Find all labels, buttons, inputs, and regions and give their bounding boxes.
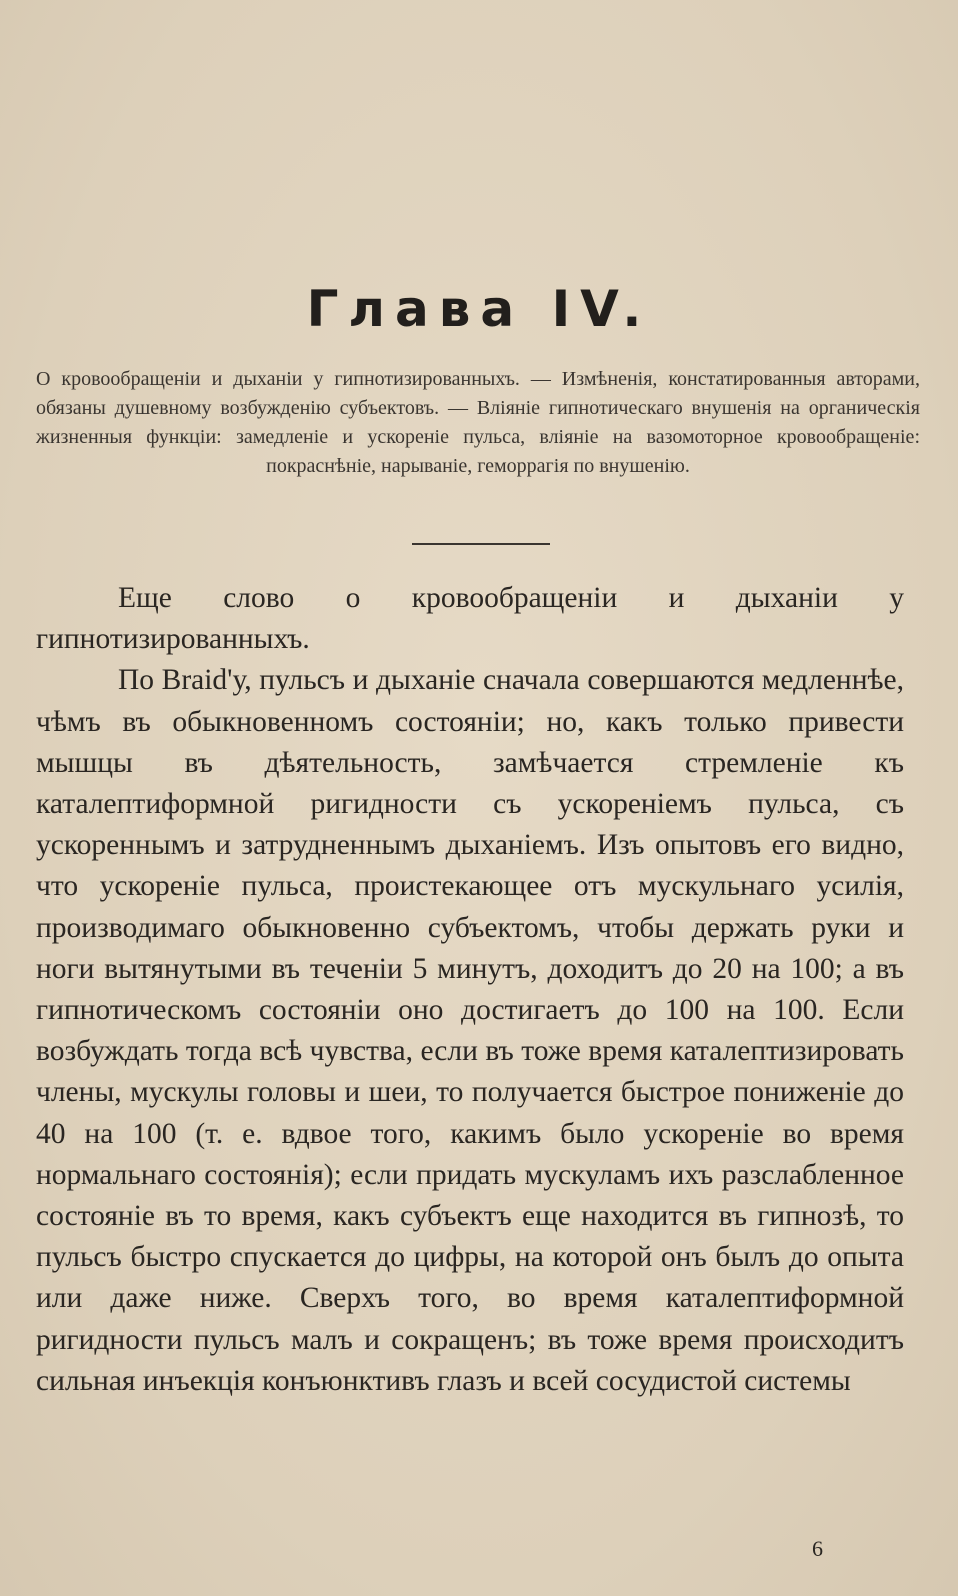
chapter-title: Глава IV.: [306, 280, 652, 338]
page-number: 6: [812, 1536, 823, 1561]
paragraph: По Braid'у, пульсъ и дыханіе сначала совершаются медленнѣе, чѣмъ въ обыкновенномъ состояніи; но, какъ только привести мышцы въ дѣятельность, замѣчается стремленіе къ каталептиформной ригидности съ ускореніемъ пульса, съ ускореннымъ и затрудненнымъ дыханіемъ. Изъ опытовъ его видно, что ускореніе пульса, проистекающее отъ мускульнаго усилія, производимаго обыкновенно субъектомъ, чтобы держать руки и ноги вытянутыми въ теченіи 5 минутъ, доходитъ до 20 на 100; а въ гипнотическомъ состояніи оно достигаетъ до 100 на 100. Если возбуждать тогда всѣ чувства, если въ тоже время каталептизировать члены, мускулы головы и шеи, то получается быстрое пониженіе до 40 на 100 (т. е. вдвое того, какимъ было ускореніе во время нормальнаго состоянія); если придать мускуламъ ихъ разслабленное состояніе въ то время, какъ субъектъ еще находится въ гипнозѣ, то пульсъ быстро спускается до цифры, на которой онъ былъ до опыта или даже ниже. Сверхъ того, во время каталептиформной ригидности пульсъ малъ и сокращенъ; въ тоже время происходитъ сильная инъекція конъюнктивъ глазъ и всей сосудистой системы: [36, 664, 904, 1397]
body-text: [36, 578, 904, 1402]
section-divider: [412, 543, 550, 545]
paragraph: Еще слово о кровообращеніи и дыханіи у гипнотизированныхъ.: [36, 582, 904, 656]
chapter-summary: О кровообращеніи и дыханіи у гипнотизированныхъ. — Измѣненія, констатированныя авторами, обязаны душевному возбужденію субъектовъ. — Вліяніе гипнотическаго внушенія на органическія жизненныя функціи: замедленіе и ускореніе пульса, вліяніе на вазомоторное кровообращеніе: покраснѣніе, нарываніе, геморрагія по внушенію.: [36, 368, 920, 477]
